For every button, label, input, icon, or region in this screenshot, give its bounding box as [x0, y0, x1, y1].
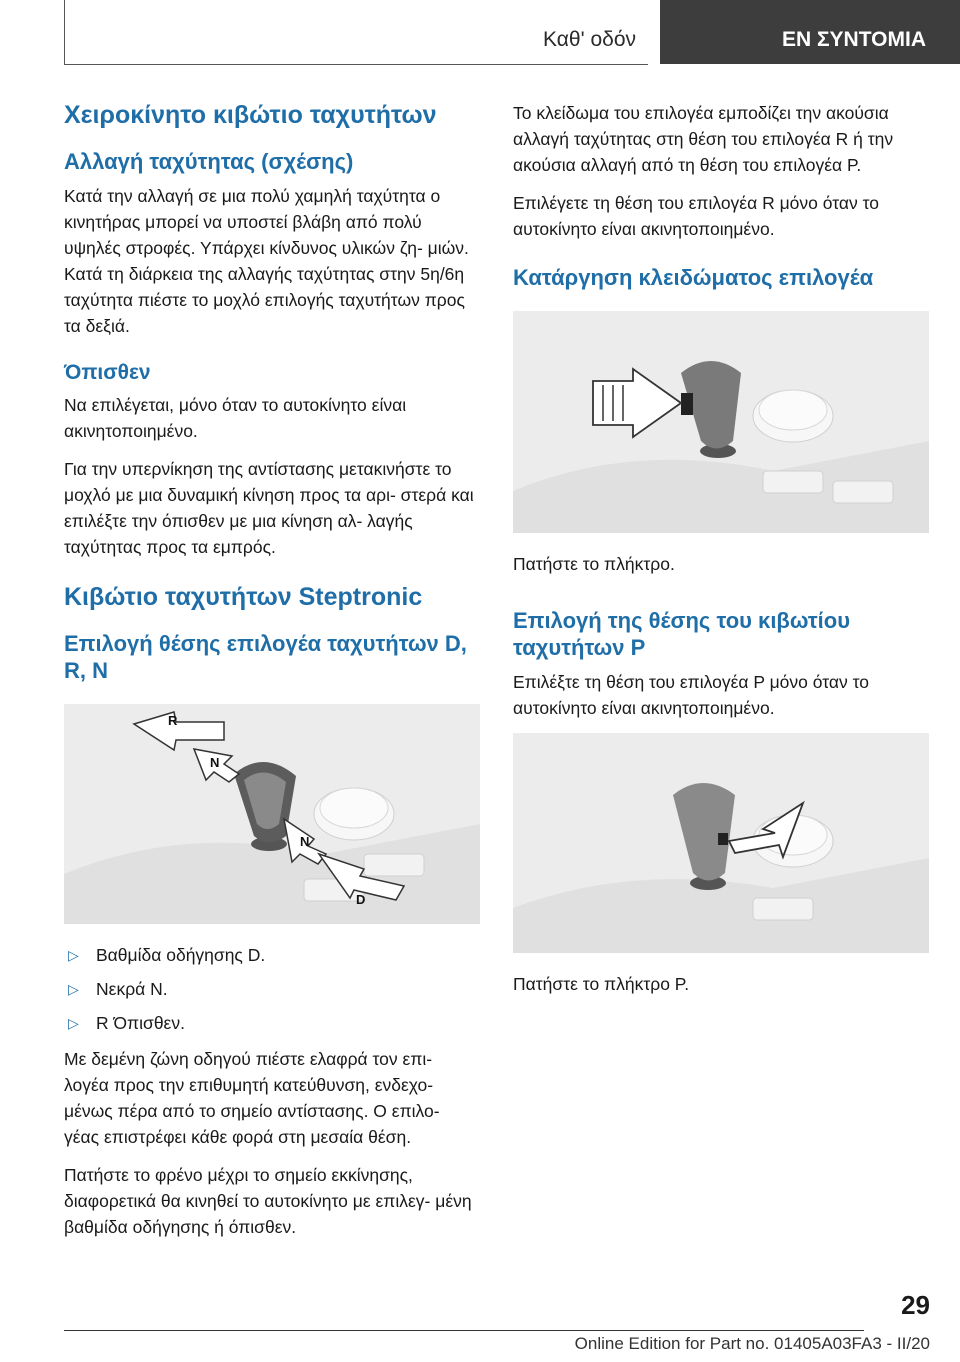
- heading-select-position: Επιλογή θέσης επιλογέα ταχυτήτων D, R, N: [64, 631, 467, 683]
- figure-gear-selector-drn: [64, 704, 480, 924]
- figure-park-button: [513, 733, 929, 953]
- figure-unlock-button: [513, 311, 929, 533]
- heading-manual-gearbox: Χειροκίνητο κιβώτιο ταχυτήτων: [64, 101, 437, 129]
- heading-unlock-selector: Κατάργηση κλειδώματος επιλογέα: [513, 265, 874, 290]
- paragraph-reverse-2: Για την υπερνίκηση της αντίστασης μετακινήστε το μοχλό με μια δυναμική κίνηση προς τα αρι- στερά και επιλέξτε την όπισθεν με μια κίνηση αλ- λαγής ταχύτητας προς τα εμπρός.: [64, 459, 474, 557]
- unlock-button-illustration: [513, 311, 929, 533]
- paragraph-lock-2: Επιλέγετε τη θέση του επιλογέα R μόνο όταν το αυτοκίνητο είναι ακινητοποιημένο.: [513, 193, 880, 239]
- triangle-bullet-icon: ▷: [68, 1015, 79, 1031]
- heading-reverse: Όπισθεν: [64, 361, 151, 384]
- heading-steptronic: Κιβώτιο ταχυτήτων Steptronic: [64, 583, 423, 611]
- paragraph-press-button: Πατήστε το πλήκτρο.: [513, 554, 675, 574]
- gear-selector-illustration: [64, 704, 480, 924]
- paragraph-reverse-1: Να επιλέγεται, μόνο όταν το αυτοκίνητο είναι ακινητοποιημένο.: [64, 395, 407, 441]
- heading-gear-change: Αλλαγή ταχύτητας (σχέσης): [64, 149, 354, 174]
- left-column: [64, 100, 474, 1252]
- footer-edition: Online Edition for Part no. 01405A03FA3 - II/20: [574, 1334, 930, 1353]
- paragraph-select-1: Με δεμένη ζώνη οδηγού πιέστε ελαφρά τον επι- λογέα προς την επιθυμητή κατεύθυνση, ενδεχο- μένως πέρα από το σημείο αντίστασης. Ο επιλο- γέας επιστρέφει κάθε φορά στη μεσαία θέση.: [64, 1049, 440, 1147]
- triangle-bullet-icon: ▷: [68, 981, 79, 997]
- list-item: ▷ R Όπισθεν.: [64, 1010, 474, 1036]
- unlock-button-icon: [681, 393, 693, 415]
- label-n-lower: N: [300, 834, 310, 849]
- park-button-illustration: [513, 733, 929, 953]
- selector-position-list: [64, 942, 474, 1036]
- header-chapter-tab[interactable]: ΕΝ ΣΥΝΤΟΜΙΑ: [660, 0, 960, 64]
- footer-divider: [64, 1330, 864, 1331]
- heading-select-park: Επιλογή της θέσης του κιβωτίου ταχυτήτων P: [513, 608, 851, 660]
- header-section-title: Καθ' οδόν: [543, 28, 636, 51]
- header-divider-left: [64, 0, 65, 64]
- label-r: R: [168, 713, 178, 728]
- list-item: ▷ Βαθμίδα οδήγησης D.: [64, 942, 474, 968]
- page-number: 29: [901, 1290, 930, 1320]
- paragraph-lock-1: Το κλείδωμα του επιλογέα εμποδίζει την ακούσια αλλαγή ταχύτητας στη θέση του επιλογέα R ή την ακούσια αλλαγή από τη θέση του επιλογέα P.: [513, 103, 894, 175]
- label-d: D: [356, 892, 366, 907]
- list-item: ▷ Νεκρά N.: [64, 976, 474, 1002]
- triangle-bullet-icon: ▷: [68, 947, 79, 963]
- paragraph-park-1: Επιλέξτε τη θέση του επιλογέα P μόνο όταν το αυτοκίνητο είναι ακινητοποιημένο.: [513, 672, 870, 718]
- right-column: [513, 100, 929, 1009]
- header-divider-bottom: [64, 64, 648, 65]
- paragraph-select-2: Πατήστε το φρένο μέχρι το σημείο εκκίνησης, διαφορετικά θα κινηθεί το αυτοκίνητο με επιλεγ- μένη βαθμίδα οδήγησης ή όπισθεν.: [64, 1165, 472, 1237]
- paragraph-press-p: Πατήστε το πλήκτρο P.: [513, 974, 690, 994]
- paragraph-gear-change: Κατά την αλλαγή σε μια πολύ χαμηλή ταχύτητα ο κινητήρας μπορεί να υποστεί βλάβη από πολύ υψηλές στροφές. Υπάρχει κίνδυνος υλικών ζη- μιών. Κατά τη διάρκεια της αλλαγής ταχύτητας στην 5η/6η ταχύτητα πιέστε το μοχλό επιλογής ταχυτήτων προς τα δεξιά.: [64, 186, 469, 336]
- park-button-icon: [718, 833, 728, 845]
- label-n-upper: N: [210, 755, 220, 770]
